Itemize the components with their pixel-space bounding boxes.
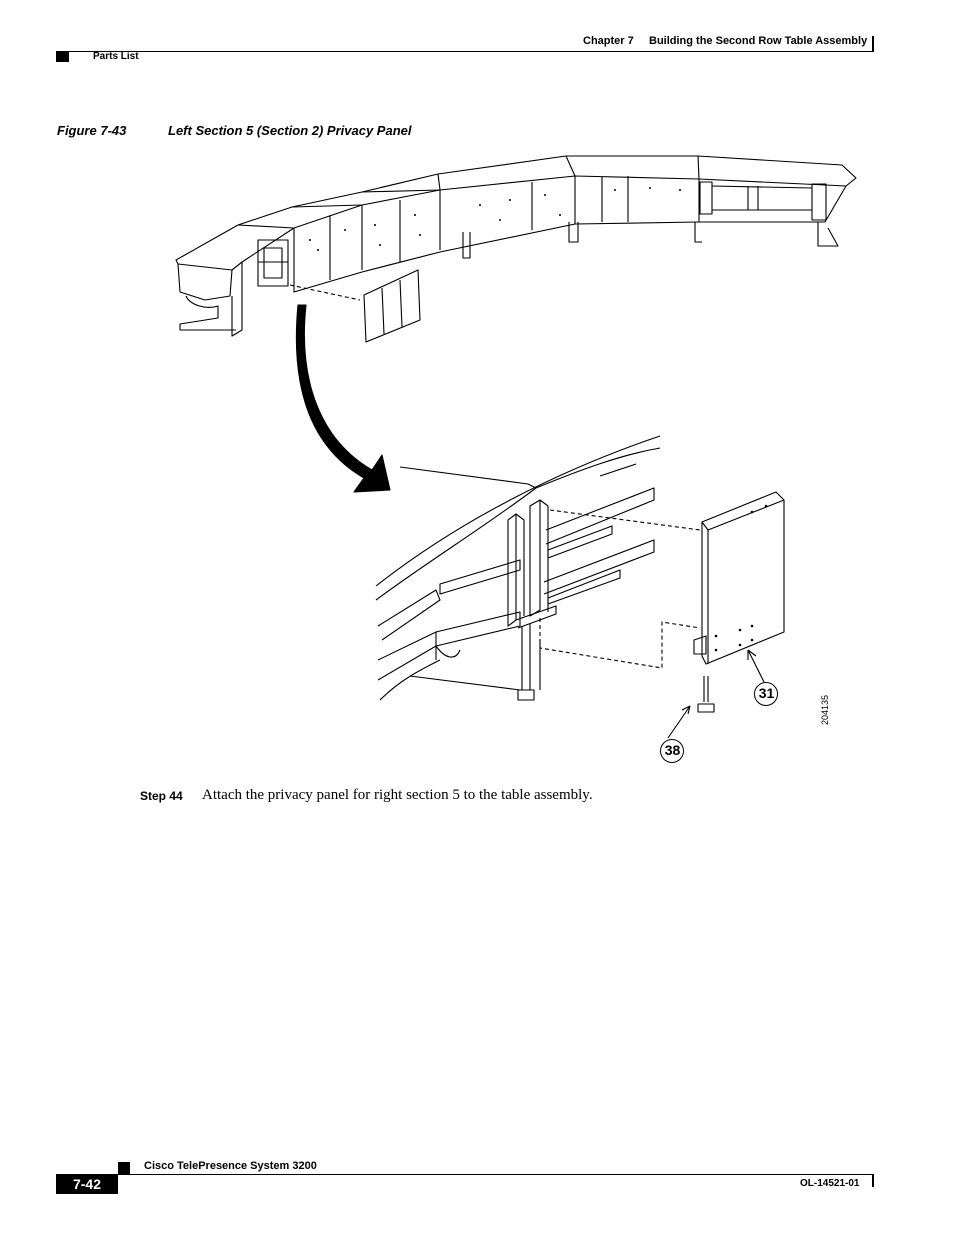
footer-product: Cisco TelePresence System 3200 (144, 1160, 317, 1172)
callout-31-label: 31 (758, 685, 775, 701)
figure-illustration (165, 148, 865, 768)
figure-number: Figure 7-43 (57, 123, 127, 138)
header-rule (56, 51, 874, 52)
detail-view (376, 436, 784, 738)
header-chapter-title: Building the Second Row Table Assembly (649, 35, 868, 47)
table-assembly-overview (176, 156, 856, 342)
footer-bar-right (872, 1175, 874, 1187)
header-chapter: Chapter 7 (583, 35, 634, 47)
footer-marker (118, 1162, 130, 1174)
header-bar-right (872, 36, 874, 51)
document-id: OL-14521-01 (800, 1178, 860, 1189)
step-text: Attach the privacy panel for right section 5 to the table assembly. (202, 787, 593, 803)
figure-title: Left Section 5 (Section 2) Privacy Panel (168, 123, 412, 138)
callout-38-label: 38 (664, 742, 681, 758)
header-section: Parts List (93, 51, 139, 62)
header-marker (56, 51, 69, 62)
step-label: Step 44 (140, 789, 183, 803)
footer-rule (56, 1174, 874, 1175)
art-id: 204135 (820, 694, 830, 725)
page-number: 7-42 (56, 1175, 118, 1194)
